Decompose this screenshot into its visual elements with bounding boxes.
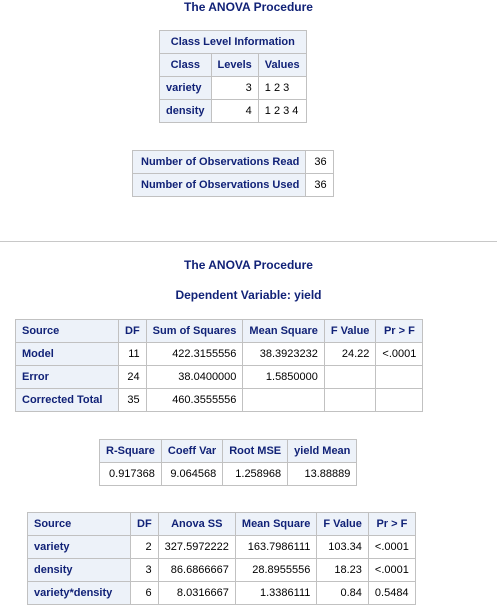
levels-cell: 4 (211, 100, 258, 123)
p-cell: 0.5484 (368, 582, 415, 605)
col-header-rootmse: Root MSE (223, 440, 288, 463)
df-cell: 3 (131, 559, 159, 582)
f-cell: 0.84 (317, 582, 369, 605)
row-header-source: Corrected Total (16, 389, 119, 412)
obs-read-value: 36 (306, 151, 333, 174)
col-header-ss: Sum of Squares (146, 320, 243, 343)
ms-cell: 1.5850000 (243, 366, 324, 389)
ss-cell: 38.0400000 (146, 366, 243, 389)
col-header-source: Source (28, 513, 131, 536)
p-cell: <.0001 (368, 559, 415, 582)
row-header-obs-used: Number of Observations Used (133, 174, 306, 197)
row-header-class: density (160, 100, 212, 123)
col-header-df: DF (131, 513, 159, 536)
table-row (100, 463, 357, 486)
ss-cell: 460.3555556 (146, 389, 243, 412)
ms-cell: 38.3923232 (243, 343, 324, 366)
ss-cell: 327.5972222 (158, 536, 235, 559)
table-row (28, 559, 416, 582)
row-header-source: Model (16, 343, 119, 366)
table-row (160, 77, 307, 100)
df-cell: 24 (119, 366, 147, 389)
table-row (16, 366, 423, 389)
col-header-values: Values (258, 54, 306, 77)
procedure-title: The ANOVA Procedure (184, 0, 313, 14)
col-header-ms: Mean Square (243, 320, 324, 343)
row-header-source: variety (28, 536, 131, 559)
table-row (16, 389, 423, 412)
col-header-anovass: Anova SS (158, 513, 235, 536)
page-divider (0, 241, 497, 242)
class-level-caption: Class Level Information (160, 31, 307, 54)
rsquare-cell: 0.917368 (100, 463, 162, 486)
df-cell: 6 (131, 582, 159, 605)
col-header-rsquare: R-Square (100, 440, 162, 463)
dependent-variable-subtitle: Dependent Variable: yield (175, 288, 322, 302)
f-cell (324, 389, 376, 412)
col-header-prf: Pr > F (368, 513, 415, 536)
table-row (28, 536, 416, 559)
fit-statistics-table (99, 439, 357, 486)
anova-table (15, 319, 423, 412)
values-cell: 1 2 3 (258, 77, 306, 100)
df-cell: 35 (119, 389, 147, 412)
df-cell: 11 (119, 343, 147, 366)
class-level-table (159, 30, 307, 123)
table-row (160, 100, 307, 123)
table-row (28, 582, 416, 605)
ss-cell: 86.6866667 (158, 559, 235, 582)
p-cell (376, 389, 423, 412)
row-header-source: variety*density (28, 582, 131, 605)
f-cell: 18.23 (317, 559, 369, 582)
col-header-ms: Mean Square (235, 513, 316, 536)
row-header-class: variety (160, 77, 212, 100)
ms-cell (243, 389, 324, 412)
col-header-prf: Pr > F (376, 320, 423, 343)
f-cell: 103.34 (317, 536, 369, 559)
ms-cell: 1.3386111 (235, 582, 316, 605)
procedure-title-2: The ANOVA Procedure (184, 258, 313, 272)
p-cell: <.0001 (368, 536, 415, 559)
table-row (133, 174, 334, 197)
coeffvar-cell: 9.064568 (161, 463, 222, 486)
ss-cell: 8.0316667 (158, 582, 235, 605)
col-header-levels: Levels (211, 54, 258, 77)
col-header-fvalue: F Value (317, 513, 369, 536)
table-row (133, 151, 334, 174)
p-cell (376, 366, 423, 389)
ss-cell: 422.3155556 (146, 343, 243, 366)
col-header-coeffvar: Coeff Var (161, 440, 222, 463)
col-header-df: DF (119, 320, 147, 343)
rootmse-cell: 1.258968 (223, 463, 288, 486)
levels-cell: 3 (211, 77, 258, 100)
effects-table (27, 512, 416, 605)
f-cell: 24.22 (324, 343, 376, 366)
row-header-source: density (28, 559, 131, 582)
col-header-source: Source (16, 320, 119, 343)
f-cell (324, 366, 376, 389)
obs-used-value: 36 (306, 174, 333, 197)
col-header-class: Class (160, 54, 212, 77)
df-cell: 2 (131, 536, 159, 559)
yieldmean-cell: 13.88889 (288, 463, 357, 486)
values-cell: 1 2 3 4 (258, 100, 306, 123)
col-header-yieldmean: yield Mean (288, 440, 357, 463)
ms-cell: 163.7986111 (235, 536, 316, 559)
observations-table (132, 150, 334, 197)
row-header-obs-read: Number of Observations Read (133, 151, 306, 174)
row-header-source: Error (16, 366, 119, 389)
col-header-fvalue: F Value (324, 320, 376, 343)
p-cell: <.0001 (376, 343, 423, 366)
ms-cell: 28.8955556 (235, 559, 316, 582)
table-row (16, 343, 423, 366)
